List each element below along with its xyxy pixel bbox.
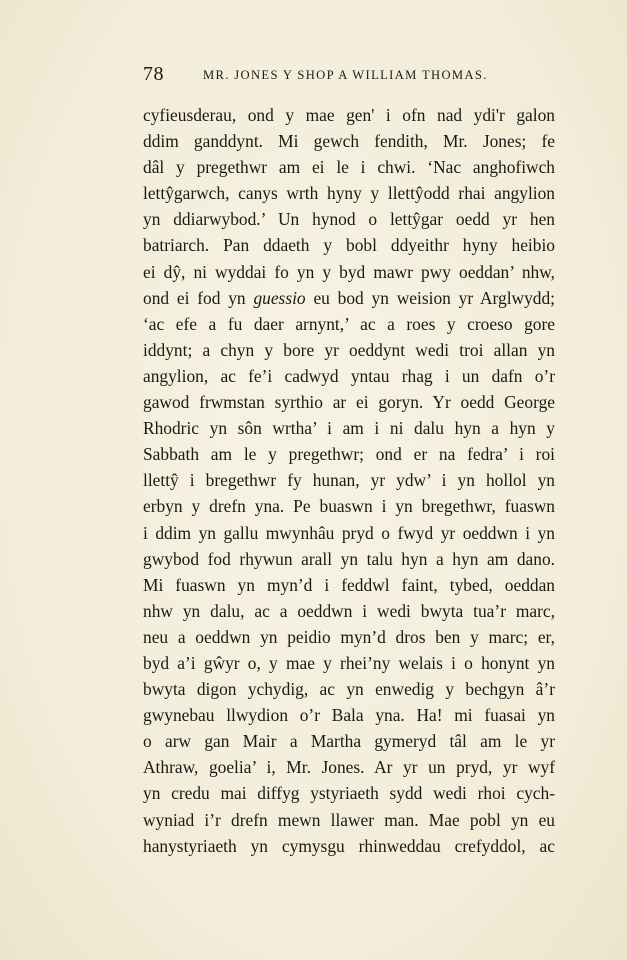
running-title: MR. JONES Y SHOP A WILLIAM THOMAS. bbox=[203, 68, 488, 82]
text-line: nhw yn dalu, ac a oeddwn i wedi bwyta tua’r marc, bbox=[143, 600, 555, 621]
text-line: Mi fuaswn yn myn’d i feddwl faint, tybed, oeddan bbox=[143, 574, 555, 595]
text-line: ddim ganddynt. Mi gewch fendith, Mr. Jones; fe bbox=[143, 131, 555, 152]
text-line: llettŷ i bregethwr fy hunan, yr ydw’ i yn hollol yn bbox=[143, 470, 555, 491]
text-line: yn credu mai diffyg ystyriaeth sydd wedi rhoi cych- bbox=[143, 783, 555, 804]
text-line: wyniad i’r drefn mewn llawer man. Mae pobl yn eu bbox=[143, 809, 555, 830]
text-line: neu a oeddwn yn peidio myn’d dros ben y marc; er, bbox=[143, 626, 555, 647]
text-line: hanystyriaeth yn cymysgu rhinweddau crefyddol, ac bbox=[143, 835, 555, 856]
text-line: erbyn y drefn yna. Pe buaswn i yn bregethwr, fuaswn bbox=[143, 496, 555, 517]
text-line: byd a’i gŵyr o, y mae y rhei’ny welais i o honynt yn bbox=[143, 652, 555, 673]
text-line: ‘ac efe a fu daer arnynt,’ ac a roes y croeso gore bbox=[143, 313, 555, 334]
text-line: gwybod fod rhywun arall yn talu hyn a hyn am dano. bbox=[143, 548, 555, 569]
text-fragment: ond ei fod yn bbox=[143, 287, 246, 308]
body-text bbox=[143, 102, 555, 859]
text-fragment: eu bod yn weision yr Arglwydd; bbox=[313, 287, 555, 308]
text-line: cyfieusderau, ond y mae gen' i ofn nad ydi'r galon bbox=[143, 105, 555, 125]
text-line: dâl y pregethwr am ei le i chwi. ‘Nac anghofiwch bbox=[143, 157, 555, 178]
text-line: i ddim yn gallu mwynhâu pryd o fwyd yr oeddwn i yn bbox=[143, 522, 555, 543]
running-head bbox=[143, 62, 555, 86]
text-line: batriarch. Pan ddaeth y bobl ddyeithr hyny heibio bbox=[143, 235, 555, 256]
page-number: 78 bbox=[143, 63, 164, 85]
text-line: yn ddiarwybod.’ Un hynod o lettŷgar oedd yr hen bbox=[143, 209, 555, 230]
text-line: Rhodric yn sôn wrtha’ i am i ni dalu hyn a hyn y bbox=[143, 418, 555, 439]
italic-word: guessio bbox=[253, 287, 306, 308]
text-line: Sabbath am le y pregethwr; ond er na fedra’ i roi bbox=[143, 444, 555, 465]
text-line: o arw gan Mair a Martha gymeryd tâl am le yr bbox=[143, 731, 555, 752]
text-line: gawod frwmstan syrthio ar ei goryn. Yr oedd George bbox=[143, 392, 555, 413]
text-line: lettŷgarwch, canys wrth hyny y llettŷodd rhai angylion bbox=[143, 183, 555, 204]
text-line: ei dŷ, ni wyddai fo yn y byd mawr pwy oeddan’ nhw, bbox=[143, 261, 555, 282]
text-line: iddynt; a chyn y bore yr oeddynt wedi troi allan yn bbox=[143, 339, 555, 360]
text-line: gwynebau llwydion o’r Bala yna. Ha! mi fuasai yn bbox=[143, 705, 555, 726]
text-line: bwyta digon ychydig, ac yn enwedig y bechgyn â’r bbox=[143, 679, 555, 700]
text-line: Athraw, goelia’ i, Mr. Jones. Ar yr un pryd, yr wyf bbox=[143, 757, 555, 778]
text-line: angylion, ac fe’i cadwyd yntau rhag i un dafn o’r bbox=[143, 365, 555, 386]
text-line-with-italic bbox=[143, 285, 555, 311]
